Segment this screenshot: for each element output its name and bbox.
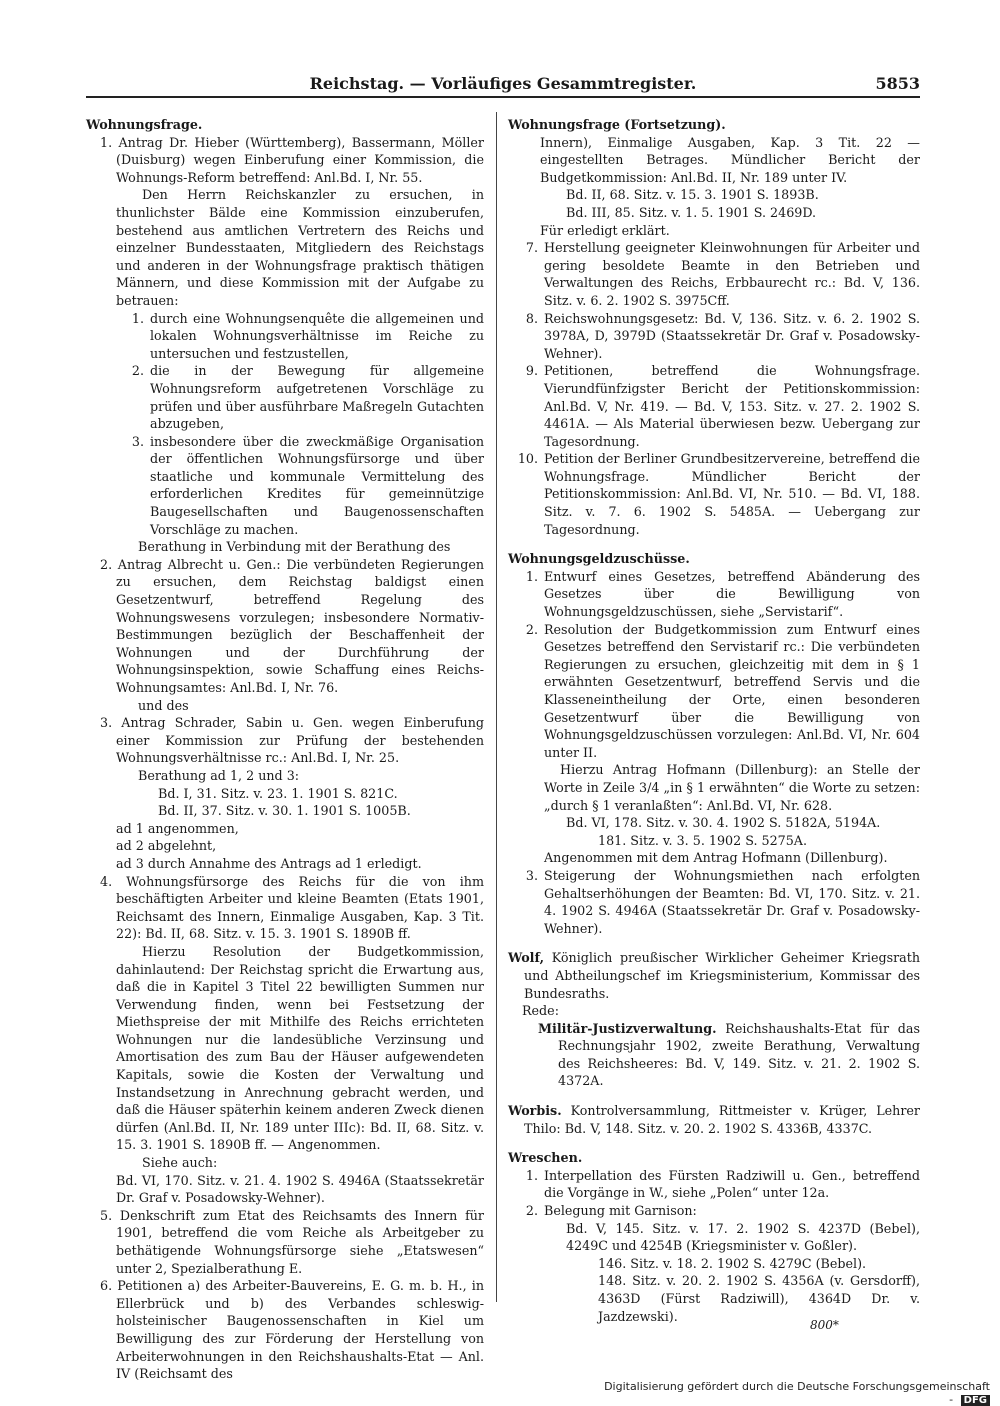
item-number: 2.: [525, 1203, 538, 1219]
item-text: Resolution der Budgetkommission zum Entwurf eines Gesetzes betreffend den Servistarif rc.: Die verbündeten Regierungen zu ersuchen, gleichzeitig mit dem in § 1 erwähnten Gesetzentwurf, betreffend Servis und die Klasseneintheilung der Orte, einen besonderen Gesetzentwurf über die Bewilligung von Wohnungsgeldzuschüssen vorzulegen: Anl.Bd. VI, Nr. 604 unter II.: [544, 621, 920, 760]
reference: Bd. II, 68. Sitz. v. 15. 3. 1901 S. 1893B.: [566, 187, 819, 203]
reference: 148. Sitz. v. 20. 2. 1902 S. 4356A (v. Gersdorff), 4363D (Fürst Radziwill), 4364D Dr. v. Jazdzewski).: [598, 1273, 920, 1324]
entry-text: Für erledigt erklärt.: [540, 222, 670, 238]
entry-text: ad 1 angenommen,: [116, 820, 239, 836]
reference: Bd. III, 85. Sitz. v. 1. 5. 1901 S. 2469D.: [566, 204, 817, 220]
list-item: [508, 362, 920, 450]
speech-entry: [508, 1020, 920, 1090]
list-item: [508, 568, 920, 621]
reference: Bd. V, 145. Sitz. v. 17. 2. 1902 S. 4237D (Bebel), 4249C und 4254B (Kriegsminister v. Goßler).: [566, 1220, 920, 1254]
entry-text: Siehe auch:: [142, 1155, 218, 1171]
section-heading: Wohnungsfrage (Fortsetzung).: [508, 117, 726, 132]
item-text: Petition der Berliner Grundbesitzervereine, betreffend die Wohnungsfrage. Mündlicher Bericht der Petitionskommission: Anl.Bd. VI, Nr. 510. — Bd. VI, 188. Sitz. v. 7. 6. 1902 S. 5485A. — Uebergang zur Tagesordnung.: [544, 451, 920, 537]
sub-number: 3.: [131, 433, 144, 449]
footer: [600, 1380, 990, 1406]
place-heading: Wreschen.: [508, 1150, 583, 1166]
entry-text: ad 2 abgelehnt,: [116, 838, 217, 854]
list-item: [508, 450, 920, 538]
speech-text: Reichshaushalts-Etat für das Rechnungsjahr 1902, zweite Berathung, Verwaltung des Reichsheeres: Bd. V, 149. Sitz. v. 21. 2. 1902 S. 4372A.: [558, 1020, 920, 1089]
item-text: Reichswohnungsgesetz: Bd. V, 136. Sitz. v. 6. 2. 1902 S. 3978A, D, 3979D (Staatssekretär Dr. Graf v. Posadowsky-Wehner).: [544, 310, 920, 361]
section-heading: Wohnungsfrage.: [86, 117, 203, 132]
person-title: Königlich preußischer Wirklicher Geheimer Kriegsrath und Abtheilungschef im Kriegsministerium, Kommissar des Bundesraths.: [524, 950, 920, 1001]
right-column: [508, 116, 920, 1325]
speech-topic: Militär-Justizverwaltung.: [538, 1020, 717, 1036]
item-number: 3.: [525, 867, 538, 883]
item-number: 9.: [525, 363, 538, 379]
reference: Bd. I, 31. Sitz. v. 23. 1. 1901 S. 821C.: [158, 785, 398, 801]
entry-text: Berathung in Verbindung mit der Berathung des: [138, 539, 451, 555]
item-number: 1.: [525, 568, 538, 584]
speech-label: Rede:: [522, 1003, 559, 1019]
section-heading: Wohnungsgeldzuschüsse.: [508, 551, 690, 567]
entry-text: 1. Antrag Dr. Hieber (Württemberg), Bassermann, Möller (Duisburg) wegen Einberufung einer Kommission, die Wohnungs-Reform betreffend: Anl.Bd. I, Nr. 55.: [100, 134, 484, 185]
sub-item: [86, 433, 484, 539]
entry-text: Berathung ad 1, 2 und 3:: [138, 767, 300, 783]
entry-text: 4. Wohnungsfürsorge des Reichs für die von ihm beschäftigten Arbeiter und kleine Beamten (Etats 1901, Reichsamt des Innern, Einmalige Ausgaben, Kap. 3 Tit. 22): Bd. II, 68. Sitz. v. 15. 3. 1901 S. 1890B ff.: [100, 873, 484, 942]
entry-text: ad 3 durch Annahme des Antrags ad 1 erledigt.: [116, 855, 422, 871]
printer-signature: 800*: [810, 1318, 839, 1332]
place-name: Worbis.: [508, 1103, 562, 1119]
list-item: [508, 1202, 920, 1220]
entry-text: und des: [138, 697, 189, 713]
item-text: Belegung mit Garnison:: [544, 1203, 697, 1219]
entry-text: Angenommen mit dem Antrag Hofmann (Dillenburg).: [544, 850, 888, 866]
left-column: [86, 116, 484, 1383]
sub-text: durch eine Wohnungsenquête die allgemeinen und lokalen Wohnungsverhältnisse im Reiche zu untersuchen und festzustellen,: [150, 310, 484, 361]
item-text: Petitionen, betreffend die Wohnungsfrage. Vierundfünfzigster Bericht der Petitionskommission: Anl.Bd. V, Nr. 419. — Bd. V, 153. Sitz. v. 27. 2. 1902 S. 4461A. — Als Material überwiesen bezw. Uebergang zur Tagesordnung.: [544, 363, 920, 449]
item-number: 7.: [525, 240, 538, 256]
sub-text: insbesondere über die zweckmäßige Organisation der öffentlichen Wohnungsfürsorge und über staatliche und kommunale Vermittelung des erforderlichen Kredites für gemeinnützige Baugesellschaften und Baugenossenschaften Vorschläge zu machen.: [150, 433, 484, 537]
dfg-logo: DFG: [961, 1395, 990, 1406]
sub-number: 1.: [131, 310, 144, 326]
list-item: [508, 1167, 920, 1202]
item-number: 2.: [525, 621, 538, 637]
entry-text: Innern), Einmalige Ausgaben, Kap. 3 Tit. 22 — eingestellten Betrages. Mündlicher Bericht der Budgetkommission: Anl.Bd. II, Nr. 189 unter IV.: [540, 134, 920, 185]
item-text: Steigerung der Wohnungsmiethen nach erfolgten Gehaltserhöhungen der Beamten: Bd. VI, 170. Sitz. v. 21. 4. 1902 S. 4946A (Staatssekretär Dr. Graf v. Posadowsky-Wehner).: [544, 867, 920, 936]
item-text: Herstellung geeigneter Kleinwohnungen für Arbeiter und gering besoldete Beamte in den Betrieben und Verwaltungen des Reichs, Erbbaurecht rc.: Bd. V, 136. Sitz. v. 6. 2. 1902 S. 3975Cff.: [544, 240, 920, 308]
item-number: 10.: [517, 451, 538, 467]
entry-text: 2. Antrag Albrecht u. Gen.: Die verbündeten Regierungen zu ersuchen, dem Reichstag baldigst einen Gesetzentwurf, betreffend Regelung des Wohnungswesens vorzulegen; insbesondere Normativ-Bestimmungen bezüglich der Beschaffenheit der Wohnungen und der Durchführung der Wohnungsinspektion, sowie Schaffung eines Reichs-Wohnungsamtes: Anl.Bd. I, Nr. 76.: [100, 556, 484, 695]
sub-item: [86, 362, 484, 432]
entry-text: Hierzu Antrag Hofmann (Dillenburg): an Stelle der Worte in Zeile 3/4 „in § 1 erwähnten“ die Worte zu setzen: „durch § 1 veranlaßten“: Anl.Bd. VI, Nr. 628.: [544, 762, 920, 813]
entry-text: Hierzu Resolution der Budgetkommission, dahinlautend: Der Reichstag spricht die Erwartung aus, daß die in Kapitel 3 Titel 22 bewilligten Summen nur Verwendung finden, wenn bei Festsetzung der Miethspreise der mit Mithilfe des Reichs errichteten Wohnungen nur die landesübliche Verzinsung und Amortisation des zum Bau der Häuser aufgewendeten Kapitals, sowie die Kosten der Verwaltung und Instandsetzung in Anrechnung gebracht werden, und daß die Häuser späterhin keinem anderen Zweck dienen dürfen (Anl.Bd. II, Nr. 189 unter IIIc): Bd. II, 68. Sitz. v. 15. 3. 1901 S. 1890B ff. — Angenommen.: [116, 943, 484, 1153]
place-text: Kontrolversammlung, Rittmeister v. Krüger, Lehrer Thilo: Bd. V, 148. Sitz. v. 20. 2. 1902 S. 4336B, 4337C.: [524, 1103, 920, 1136]
sub-text: die in der Bewegung für allgemeine Wohnungsreform aufgetretenen Vorschläge zu prüfen und über ausführbare Maßregeln Gutachten abzugeben,: [150, 363, 484, 432]
page-header: [86, 74, 920, 98]
entry-text: 6. Petitionen a) des Arbeiter-Bauvereins, E. G. m. b. H., in Ellerbrück und b) des Verbandes schleswig-holsteinischer Baugenossenschaften in Kiel um Bewilligung des zur Förderung der Herstellung von Arbeiterwohnungen in den Reichshaushalts-Etat — Anl. IV (Reichsamt des: [100, 1278, 484, 1382]
sub-number: 2.: [131, 363, 144, 379]
column-divider: [496, 112, 497, 1302]
person-name: Wolf,: [508, 950, 545, 966]
reference: Bd. II, 37. Sitz. v. 30. 1. 1901 S. 1005B.: [158, 803, 411, 819]
person-entry: [508, 949, 920, 1002]
reference: Bd. VI, 170. Sitz. v. 21. 4. 1902 S. 4946A (Staatssekretär Dr. Graf v. Posadowsky-Wehner).: [116, 1172, 484, 1206]
item-number: 8.: [525, 310, 538, 326]
reference: Bd. VI, 178. Sitz. v. 30. 4. 1902 S. 5182A, 5194A.: [566, 815, 881, 831]
item-text: Interpellation des Fürsten Radziwill u. Gen., betreffend die Vorgänge in W., siehe „Polen“ unter 12a.: [544, 1167, 920, 1201]
list-item: [508, 310, 920, 363]
entry-text: Den Herrn Reichskanzler zu ersuchen, in thunlichster Bälde eine Kommission einzuberufen, bestehend aus amtlichen Vertretern des Reichs und einzelner Bundesstaaten, Mitgliedern des Reichstags und anderen in der Wohnungsfrage praktisch thätigen Männern, und diese Kommission mit der Aufgabe zu betrauen:: [116, 187, 484, 308]
item-number: 1.: [525, 1167, 538, 1183]
sub-item: [86, 310, 484, 363]
list-item: [508, 239, 920, 309]
entry-text: 3. Antrag Schrader, Sabin u. Gen. wegen Einberufung einer Kommission zur Prüfung der bestehenden Wohnungsverhältnisse rc.: Anl.Bd. I, Nr. 25.: [100, 715, 484, 766]
page-number: 5853: [875, 74, 920, 93]
page-title: Reichstag. — Vorläufiges Gesammtregister.: [309, 74, 697, 93]
entry-text: 5. Denkschrift zum Etat des Reichsamts des Innern für 1901, betreffend die vom Reiche als Arbeitgeber zu bethätigende Wohnungsfürsorge siehe „Etatswesen“ unter 2, Spezialberathung E.: [100, 1207, 484, 1276]
reference: 146. Sitz. v. 18. 2. 1902 S. 4279C (Bebel).: [598, 1255, 867, 1271]
list-item: [508, 621, 920, 762]
footer-text: Digitalisierung gefördert durch die Deutsche Forschungsgemeinschaft -: [604, 1380, 990, 1406]
place-entry: [508, 1102, 920, 1137]
list-item: [508, 867, 920, 937]
reference: 181. Sitz. v. 3. 5. 1902 S. 5275A.: [598, 832, 807, 848]
item-text: Entwurf eines Gesetzes, betreffend Abänderung des Gesetzes über die Bewilligung von Wohnungsgeldzuschüssen, siehe „Servistarif“.: [544, 568, 920, 620]
